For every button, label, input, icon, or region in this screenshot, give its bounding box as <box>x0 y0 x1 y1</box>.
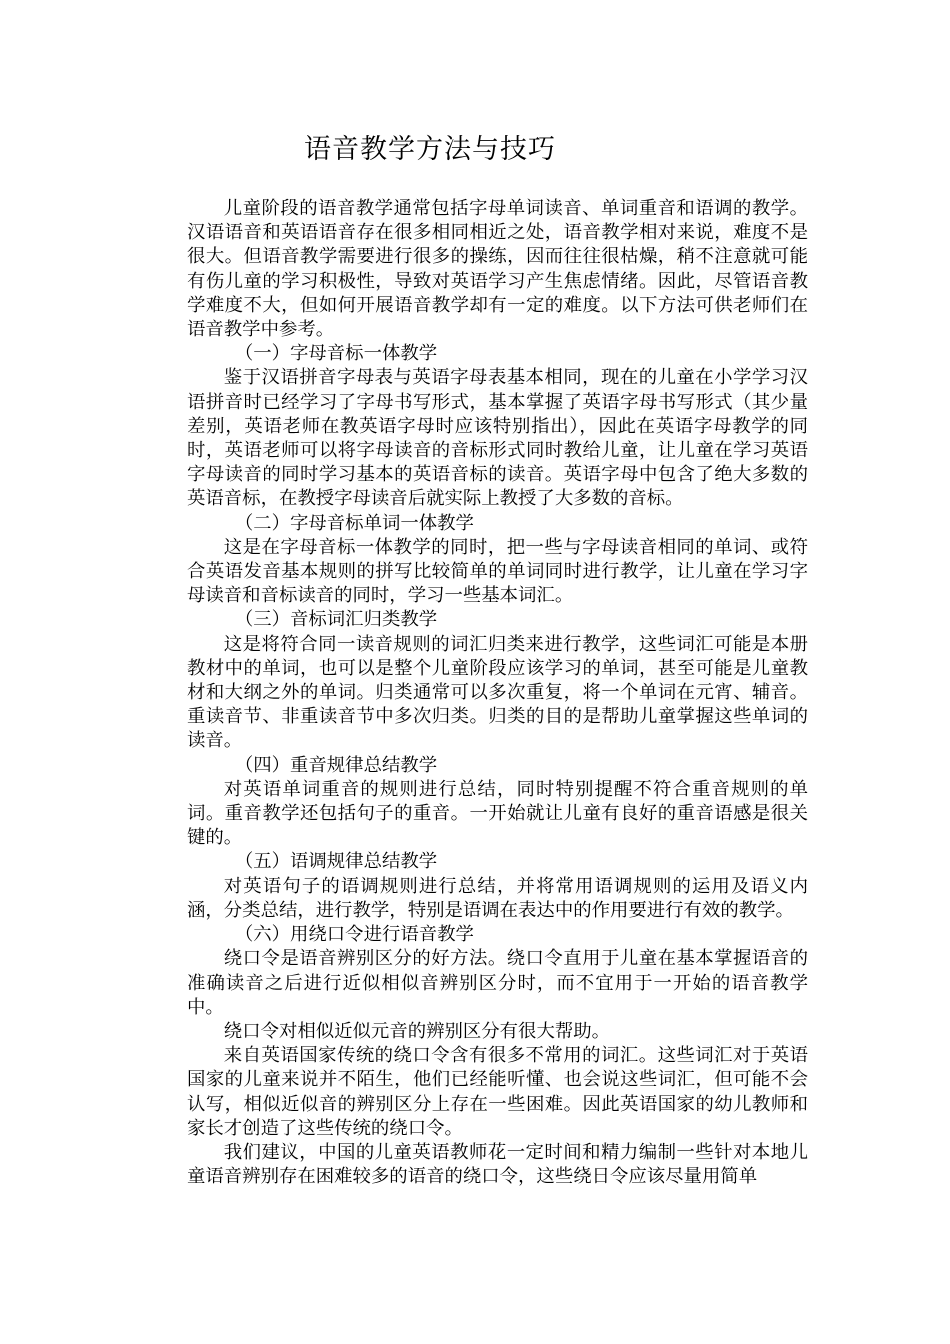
intro-paragraph: 儿童阶段的语音教学通常包括字母单词读音、单词重音和语调的教学。汉语语音和英语语音存在很多相同相近之处，语音教学相对来说，难度不是很大。但语音教学需要进行很多的操练，因而往往很枯燥，稍不注意就可能有伤儿童的学习积极性，导致对英语学习产生焦虑情绪。因此，尽管语音教学难度不大，但如何开展语音教学却有一定的难度。以下方法可供老师们在语音教学中参考。 <box>187 198 808 341</box>
section-6-paragraph-4: 我们建议，中国的儿童英语教师花一定时间和精力编制一些针对本地儿童语音辨别存在困难较多的语音的绕口令，这些绕日令应该尽量用简单 <box>187 1141 808 1188</box>
section-6-paragraph-1: 绕口令是语音辨别区分的好方法。绕口令直用于儿童在基本掌握语音的准确读音之后进行近似相似音辨别区分时，而不宜用于一开始的语音教学中。 <box>187 948 808 1018</box>
section-2-paragraph: 这是在字母音标一体教学的同时，把一些与字母读音相同的单词、或符合英语发音基本规则的拼写比较简单的单词同时进行教学，让儿童在学习字母读音和音标读音的同时，学习一些基本词汇。 <box>187 536 808 607</box>
section-5-paragraph: 对英语句子的语调规则进行总结，并将常用语调规则的运用及语义内涵，分类总结，进行教学，特别是语调在表达中的作用要进行有效的教学。 <box>187 875 808 921</box>
section-heading-3: （三）音标词汇归类教学 <box>234 609 438 631</box>
section-1-paragraph: 鉴于汉语拼音字母表与英语字母表基本相同，现在的儿童在小学学习汉语拼音时已经学习了字母书写形式，基本掌握了英语字母书写形式（其少量差别，英语老师在教英语字母时应该特别指出），因此在英语字母教学的同时，英语老师可以将字母读音的音标形式同时教给儿童，让儿童在学习英语字母读音的同时学习基本的英语音标的读音。英语字母中包含了绝大多数的英语音标，在教授字母读音后就实际上教授了大多数的音标。 <box>187 367 808 510</box>
section-heading-6: （六）用绕口令进行语音教学 <box>234 924 474 946</box>
section-4-paragraph: 对英语单词重音的规则进行总结，同时特别提醒不符合重音规则的单词。重音教学还包括句子的重音。一开始就让儿童有良好的重音语感是很关键的。 <box>187 778 808 849</box>
section-heading-1: （一）字母音标一体教学 <box>234 343 438 365</box>
section-heading-5: （五）语调规律总结教学 <box>234 851 438 873</box>
document-title: 语音教学方法与技巧 <box>304 134 556 165</box>
section-heading-4: （四）重音规律总结教学 <box>234 754 438 776</box>
section-6-paragraph-2: 绕口令对相似近似元音的辨别区分有很大帮助。 <box>223 1020 611 1042</box>
section-3-paragraph: 这是将符合同一读音规则的词汇归类来进行教学，这些词汇可能是本册教材中的单词，也可以是整个儿童阶段应该学习的单词，甚至可能是儿童教材和大纲之外的单词。归类通常可以多次重复，将一个单词在元宵、辅音。重读音节、非重读音节中多次归类。归类的目的是帮助儿童掌握这些单词的读音。 <box>187 633 808 752</box>
section-6-paragraph-3: 来自英语国家传统的绕口令含有很多不常用的词汇。这些词汇对于英语国家的儿童来说并不陌生，他们已经能听懂、也会说这些词汇，但可能不会认写，相似近似音的辨别区分上存在一些困难。因此英语国家的幼儿教师和家长才创造了这些传统的绕口令。 <box>187 1045 808 1139</box>
section-heading-2: （二）字母音标单词一体教学 <box>234 512 474 534</box>
document-body <box>187 197 808 1189</box>
